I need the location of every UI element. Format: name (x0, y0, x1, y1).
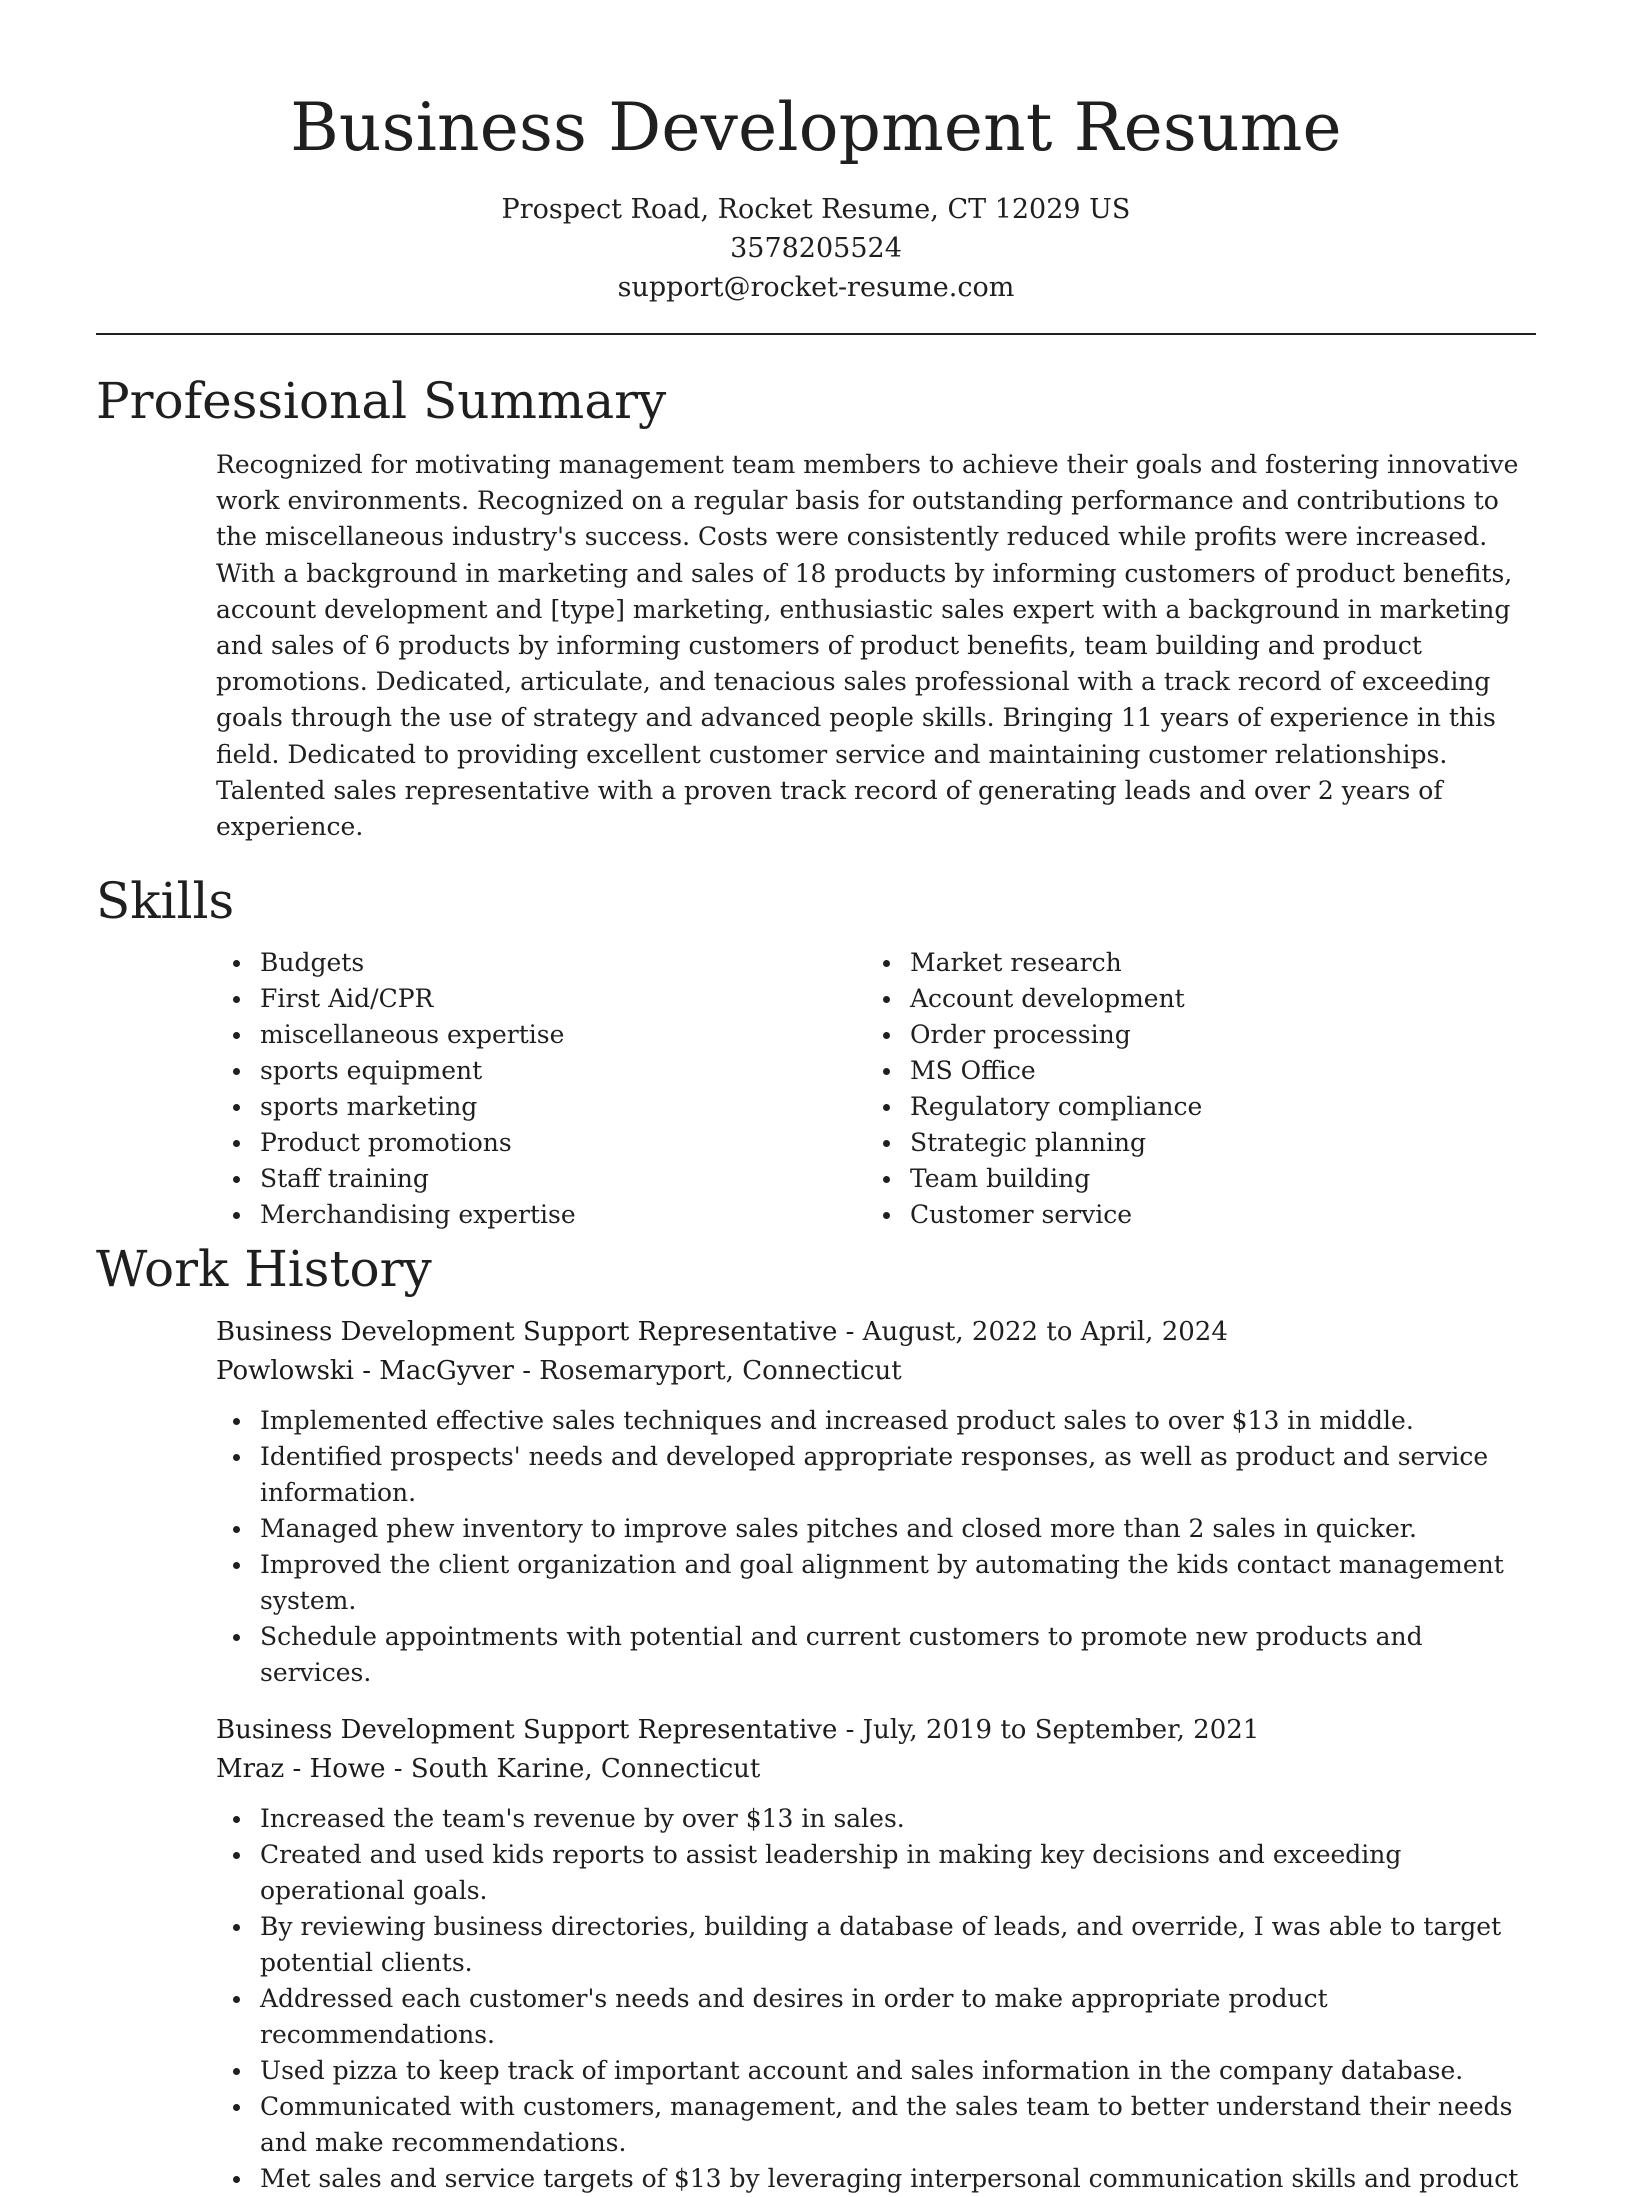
skill-item: Account development (910, 981, 1202, 1017)
skill-item: Merchandising expertise (260, 1197, 576, 1233)
job-dates: July, 2019 to September, 2021 (862, 1715, 1260, 1746)
job-bullet: Met sales and service targets of $13 by leveraging interpersonal communication skills and product (260, 2161, 1536, 2197)
job-company-line: Mraz - Howe - South Karine, Connecticut (216, 1754, 761, 1785)
job-bullet: Communicated with customers, management, and the sales team to better understand their needs and make recommendations. (260, 2089, 1536, 2161)
job-bullets (260, 1801, 1536, 2197)
skill-item: Product promotions (260, 1125, 576, 1161)
job-entry (216, 1711, 1536, 2197)
job-bullet: Schedule appointments with potential and current customers to promote new products and services. (260, 1619, 1536, 1691)
job-location: Rosemaryport, Connecticut (539, 1356, 902, 1387)
skill-item: Strategic planning (910, 1125, 1202, 1161)
skill-item: sports equipment (260, 1053, 576, 1089)
job-bullets (260, 1403, 1536, 1691)
job-dates: August, 2022 to April, 2024 (862, 1317, 1228, 1348)
skill-item: Order processing (910, 1017, 1202, 1053)
skill-item: Regulatory compliance (910, 1089, 1202, 1125)
header-divider (96, 333, 1536, 335)
job-bullet: Implemented effective sales techniques and increased product sales to over $13 in middle. (260, 1403, 1536, 1439)
skill-item: miscellaneous expertise (260, 1017, 576, 1053)
skill-item: sports marketing (260, 1089, 576, 1125)
job-bullet: Used pizza to keep track of important account and sales information in the company database. (260, 2053, 1536, 2089)
skill-item: Customer service (910, 1197, 1202, 1233)
job-company-line: Powlowski - MacGyver - Rosemaryport, Connecticut (216, 1356, 902, 1387)
job-bullet: Managed phew inventory to improve sales pitches and closed more than 2 sales in quicker. (260, 1511, 1536, 1547)
job-bullet: Increased the team's revenue by over $13 in sales. (260, 1801, 1536, 1837)
skill-item: Budgets (260, 945, 576, 981)
job-bullet: Improved the client organization and goal alignment by automating the kids contact management system. (260, 1547, 1536, 1619)
job-bullet: Addressed each customer's needs and desires in order to make appropriate product recommendations. (260, 1981, 1536, 2053)
skill-item: Market research (910, 945, 1202, 981)
job-entry (216, 1313, 1536, 1691)
summary-text: Recognized for motivating management team members to achieve their goals and fostering innovative work environments. Recognized on a regular basis for outstanding performance and contributions to the miscellaneous industry's success. Costs were consistently reduced while profits were increased. With a background in marketing and sales of 18 products by informing customers of product benefits, account development and [type] marketing, enthusiastic sales expert with a background in marketing and sales of 6 products by informing customers of product benefits, team building and product promotions. Dedicated, articulate, and tenacious sales professional with a track record of exceeding goals through the use of strategy and advanced people skills. Bringing 11 years of experience in this field. Dedicated to providing excellent customer service and maintaining customer relationships. Talented sales representative with a proven track record of generating leads and over 2 years of experience. (216, 450, 1519, 842)
skills-column-right (910, 945, 1202, 1233)
job-bullet: Created and used kids reports to assist leadership in making key decisions and exceeding operational goals. (260, 1837, 1536, 1909)
job-title-line: Business Development Support Representative - July, 2019 to September, 2021 (216, 1715, 1260, 1746)
job-title: Business Development Support Representative (216, 1715, 838, 1746)
job-title: Business Development Support Representative (216, 1317, 838, 1348)
address: Prospect Road, Rocket Resume, CT 12029 US (501, 194, 1131, 225)
contact-info (96, 190, 1536, 307)
skills-heading: Skills (96, 872, 235, 931)
email: support@rocket-resume.com (617, 272, 1015, 303)
skill-item: Team building (910, 1161, 1202, 1197)
job-location: South Karine, Connecticut (410, 1754, 761, 1785)
work-history-heading: Work History (96, 1240, 432, 1299)
job-title-line: Business Development Support Representative - August, 2022 to April, 2024 (216, 1317, 1228, 1348)
job-bullet: By reviewing business directories, building a database of leads, and override, I was able to target potential clients. (260, 1909, 1536, 1981)
skill-item: Staff training (260, 1161, 576, 1197)
job-bullet: Identified prospects' needs and developed appropriate responses, as well as product and service information. (260, 1439, 1536, 1511)
job-company: Powlowski - MacGyver (216, 1356, 514, 1387)
skills-column-left (260, 945, 576, 1233)
skill-item: First Aid/CPR (260, 981, 576, 1017)
resume-title: Business Development Resume (290, 89, 1342, 166)
skill-item: MS Office (910, 1053, 1202, 1089)
summary-heading: Professional Summary (96, 372, 667, 430)
resume-page (96, 0, 1536, 2197)
phone: 3578205524 (730, 233, 902, 264)
job-company: Mraz - Howe (216, 1754, 386, 1785)
skills-list (96, 945, 1536, 1230)
